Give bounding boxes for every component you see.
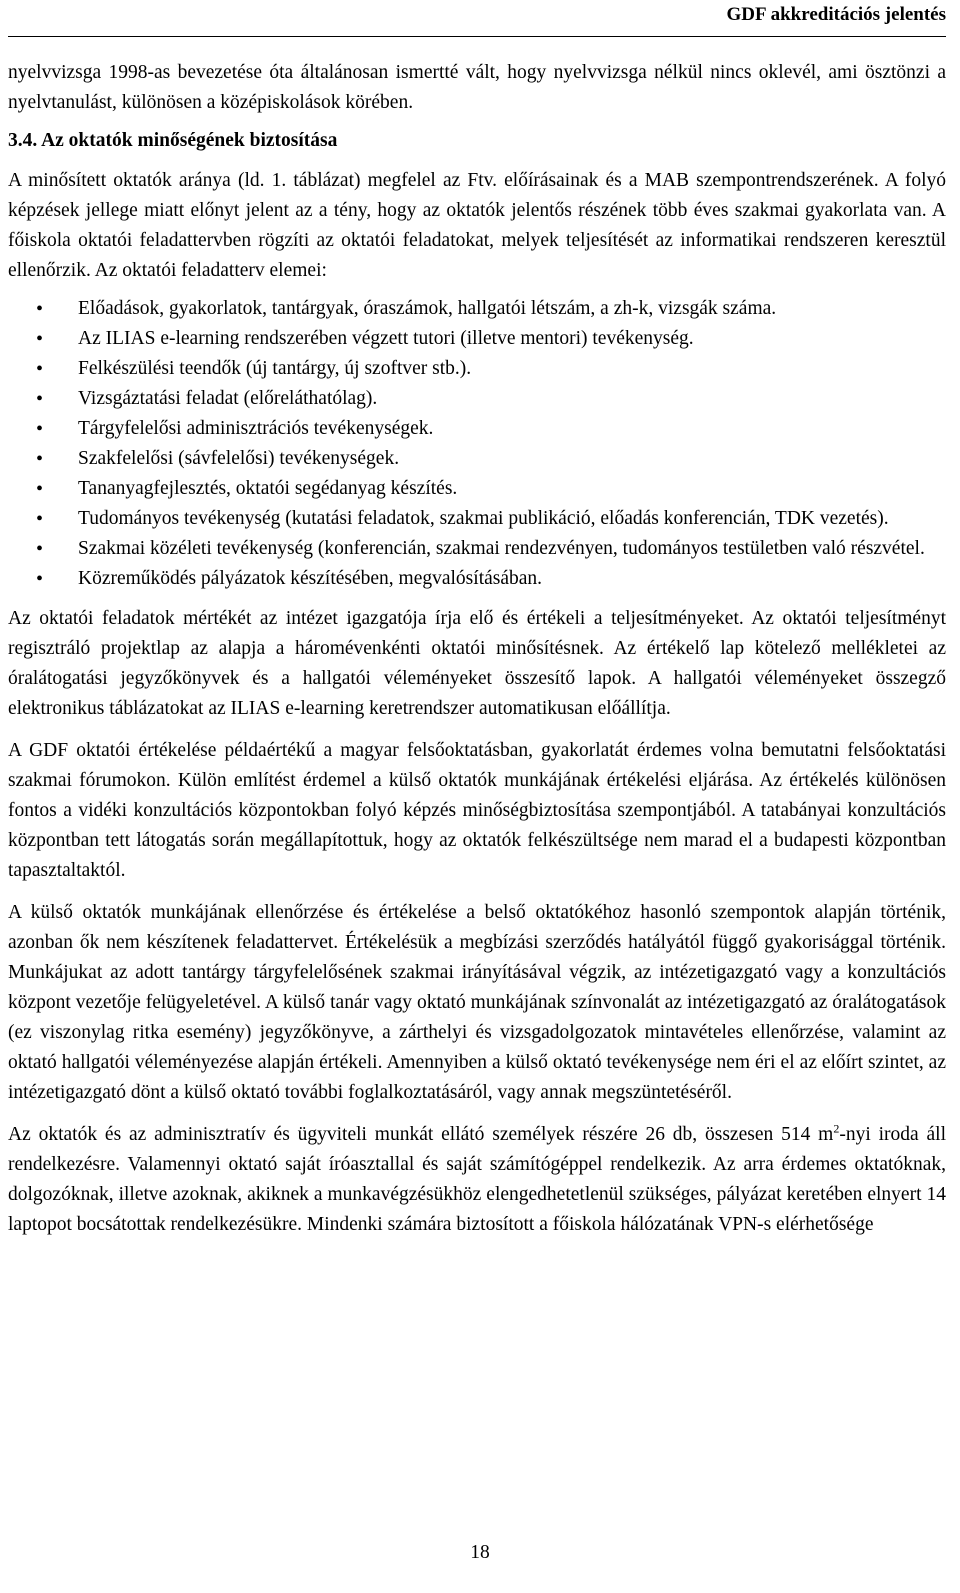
list-item: • Tudományos tevékenység (kutatási feladatok, szakmai publikáció, előadás konferencián, TDK vezetés). — [8, 504, 946, 534]
page-number: 18 — [470, 1542, 490, 1563]
paragraph-evaluation: Az oktatói feladatok mértékét az intézet igazgatója írja elő és értékeli a teljesítményeket. Az oktatói teljesítményt regisztráló projektlap az alapja a háromévenkénti oktatói minősítésnek. Az értékelő lap kötelező mellékletei az óralátogatási jegyzőkönyvek és a hallgatói véleményeket összesítő lapok. A hallgatói véleményeket összegző elektronikus táblázatokat az ILIAS e-learning keretrendszer automatikusan előállítja. — [8, 608, 946, 719]
list-item: • Előadások, gyakorlatok, tantárgyak, óraszámok, hallgatói létszám, a zh-k, vizsgák száma. — [8, 294, 946, 324]
list-item: • Tárgyfelelősi adminisztrációs tevékenységek. — [8, 414, 946, 444]
list-item: • Szakfelelősi (sávfelelősi) tevékenységek. — [8, 444, 946, 474]
section-title: Az oktatók minőségének biztosítása — [41, 130, 338, 151]
section-heading — [8, 126, 946, 156]
list-item: • Tananyagfejlesztés, oktatói segédanyag készítés. — [8, 474, 946, 504]
superscript: 2 — [833, 1121, 840, 1136]
list-item: • Felkészülési teendők (új tantárgy, új szoftver stb.). — [8, 354, 946, 384]
offices-text-end: -nyi iroda áll rendelkezésre. Valamennyi oktató saját íróasztallal és saját számítógéppel rendelkezik. Az arra érdemes oktatóknak, dolgozóknak, illetve azoknak, akiknek a munkavégzésükhöz elengedhetetlenül szükséges, pályázat keretében elnyert 14 laptopot bocsátottak rendelkezésükre. Mindenki számára biztosított a főiskola hálózatának VPN-s elérhetősége — [8, 1124, 946, 1235]
list-item: • Szakmai közéleti tevékenység (konferencián, szakmai rendezvényen, tudományos testületben való részvétel. — [8, 534, 946, 564]
intro-paragraph: nyelvvizsga 1998-as bevezetése óta általánosan ismertté vált, hogy nyelvvizsga nélkül nincs oklevél, ami ösztönzi a nyelvtanulást, különösen a középiskolások körében. — [8, 62, 946, 113]
document-body — [8, 58, 946, 1240]
running-header: GDF akkreditációs jelentés — [726, 4, 946, 25]
paragraph-gdf-evaluation: A GDF oktatói értékelése példaértékű a magyar felsőoktatásban, gyakorlatát érdemes volna bemutatni felsőoktatási szakmai fórumokon. Külön említést érdemel a külső oktatók munkájának értékelési eljárása. Az értékelés különösen fontos a vidéki konzultációs központokban folyó képzés minőségbiztosítása szempontjából. A tatabányai konzultációs központban tett látogatás során megállapítottuk, hogy az oktatók felkészültsége nem marad el a budapesti központban tapasztaltaktól. — [8, 740, 946, 881]
list-item: • Közreműködés pályázatok készítésében, megvalósításában. — [8, 564, 946, 594]
offices-text-start: Az oktatók és az adminisztratív és ügyviteli munkát ellátó személyek részére 26 db, összesen 514 m — [8, 1124, 834, 1145]
header-divider — [8, 36, 946, 37]
task-plan-list — [8, 294, 946, 594]
paragraph-external-teachers: A külső oktatók munkájának ellenőrzése és értékelése a belső oktatókéhoz hasonló szempontok alapján történik, azonban ők nem készítenek feladattervet. Értékelésük a megbízási szerződés hatályától függő gyakorisággal történik. Munkájukat az adott tantárgy tárgyfelelősének szakmai irányításával végzik, az intézetigazgató vagy a konzultációs központ vezetője felügyeletével. A külső tanár vagy oktató munkájának színvonalát az intézetigazgató az óralátogatások (ez viszonylag ritka esemény) jegyzőkönyve, a zárthelyi és vizsgadolgozatok mintavételes ellenőrzése, valamint az oktató hallgatói véleményezése alapján értékeli. Amennyiben a külső oktató tevékenysége nem éri el az előírt szintet, az intézetigazgató dönt a külső oktató további foglalkoztatásáról, vagy annak megszüntetéséről. — [8, 902, 946, 1103]
list-item: • Vizsgáztatási feladat (előreláthatólag). — [8, 384, 946, 414]
list-item: • Az ILIAS e-learning rendszerében végzett tutori (illetve mentori) tevékenység. — [8, 324, 946, 354]
paragraph-offices — [8, 1120, 946, 1240]
paragraph-qualified-teachers: A minősített oktatók aránya (ld. 1. táblázat) megfelel az Ftv. előírásainak és a MAB szempontrendszerének. A folyó képzések jellege miatt előnyt jelent az a tény, hogy az oktatók jelentős részének több éves szakmai gyakorlata van. A főiskola oktatói feladattervben rögzíti az oktatói feladatokat, melyek teljesítését az informatikai rendszeren keresztül ellenőrzik. Az oktatói feladatterv elemei: — [8, 170, 946, 281]
section-number: 3.4. — [8, 130, 38, 151]
